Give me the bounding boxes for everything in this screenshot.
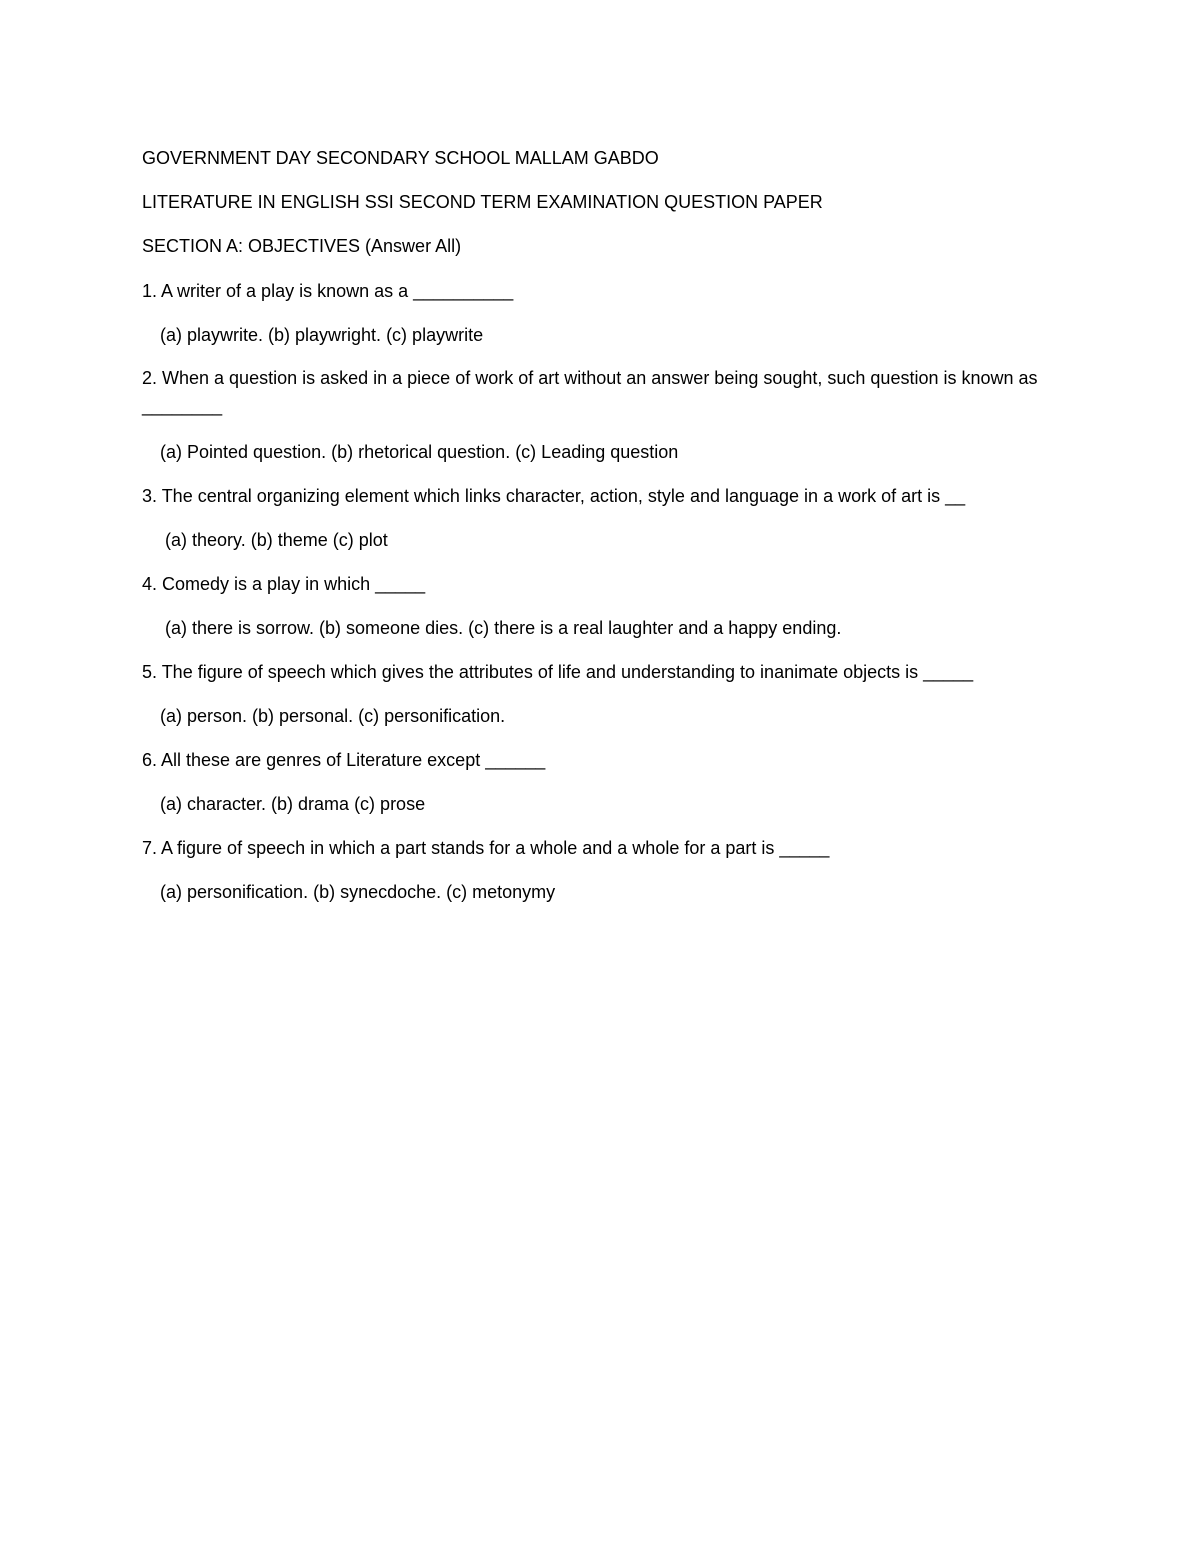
question-7-options: (a) personification. (b) synecdoche. (c) metonymy — [160, 882, 556, 902]
question-6: 6. All these are genres of Literature except ______ — [142, 750, 546, 770]
exam-title: LITERATURE IN ENGLISH SSI SECOND TERM EXAMINATION QUESTION PAPER — [142, 192, 823, 212]
question-7: 7. A figure of speech in which a part stands for a whole and a whole for a part is _____ — [142, 838, 830, 858]
question-5: 5. The figure of speech which gives the attributes of life and understanding to inanimate objects is _____ — [142, 662, 974, 682]
question-1-options: (a) playwrite. (b) playwright. (c) playwrite — [160, 325, 484, 345]
question-3-options: (a) theory. (b) theme (c) plot — [165, 530, 388, 550]
question-5-options: (a) person. (b) personal. (c) personification. — [160, 706, 506, 726]
question-4-options: (a) there is sorrow. (b) someone dies. (c) there is a real laughter and a happy ending. — [165, 618, 842, 638]
question-1: 1. A writer of a play is known as a __________ — [142, 281, 514, 301]
question-3: 3. The central organizing element which links character, action, style and language in a work of art is __ — [142, 486, 966, 506]
section-heading: SECTION A: OBJECTIVES (Answer All) — [142, 236, 462, 256]
question-2-options: (a) Pointed question. (b) rhetorical question. (c) Leading question — [160, 442, 679, 462]
question-2: 2. When a question is asked in a piece of work of art without an answer being sought, such question is known as ________ — [142, 368, 1038, 416]
school-name: GOVERNMENT DAY SECONDARY SCHOOL MALLAM GABDO — [142, 148, 659, 168]
question-6-options: (a) character. (b) drama (c) prose — [160, 794, 426, 814]
question-4: 4. Comedy is a play in which _____ — [142, 574, 426, 594]
